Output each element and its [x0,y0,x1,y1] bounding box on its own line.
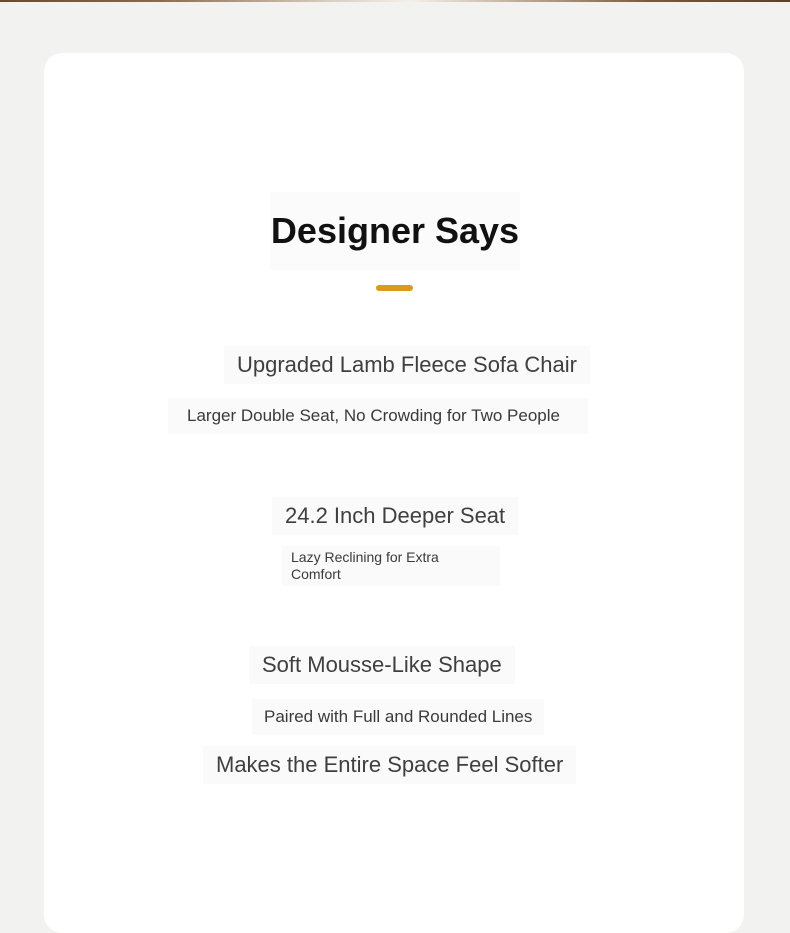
feature-heading-fleece: Upgraded Lamb Fleece Sofa Chair [224,346,590,384]
feature-subtext-rounded-lines: Paired with Full and Rounded Lines [252,699,544,735]
top-product-image-edge [0,0,790,2]
feature-subtext-reclining-line-1: Lazy Reclining for Extra [291,549,439,565]
feature-subtext-reclining-line-2: Comfort [291,566,341,582]
section-title: Designer Says [270,210,520,251]
feature-closing-softer-space: Makes the Entire Space Feel Softer [203,746,576,784]
feature-subtext-reclining [282,546,500,586]
feature-heading-deeper-seat: 24.2 Inch Deeper Seat [272,497,518,535]
feature-subtext-double-seat: Larger Double Seat, No Crowding for Two People [168,398,588,434]
title-accent-bar [376,285,413,291]
feature-heading-mousse-shape: Soft Mousse-Like Shape [249,646,515,684]
designer-says-card [44,53,744,933]
